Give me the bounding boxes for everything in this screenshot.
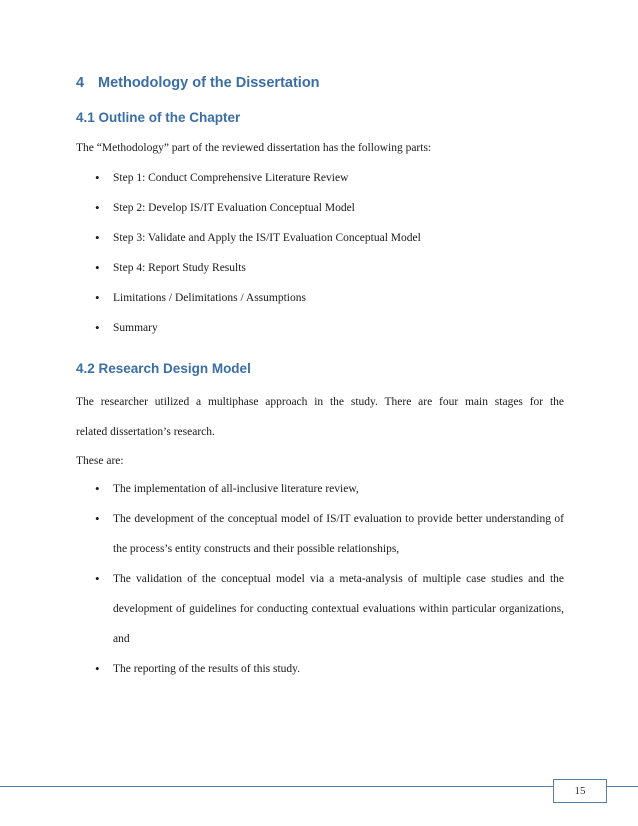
- list-item: • Step 2: Develop IS/IT Evaluation Conceptual Model: [95, 193, 564, 223]
- these-are-label: These are:: [76, 455, 124, 467]
- list-item: • Summary: [95, 313, 564, 343]
- list-item: • Limitations / Delimitations / Assumptions: [95, 283, 564, 313]
- research-para-line2: related dissertation’s research.: [76, 426, 215, 438]
- list-item: • The reporting of the results of this study.: [95, 654, 564, 684]
- list-item: • The validation of the conceptual model via a meta-analysis of multiple case studies and the development of guidelines for conducting contextual evaluations within particular organizations, and: [95, 564, 564, 654]
- list-item: • Step 1: Conduct Comprehensive Literature Review: [95, 163, 564, 193]
- list-item: • Step 4: Report Study Results: [95, 253, 564, 283]
- chapter-title: Methodology of the Dissertation: [98, 75, 320, 91]
- list-item: • Step 3: Validate and Apply the IS/IT Evaluation Conceptual Model: [95, 223, 564, 253]
- footer-divider: [0, 786, 638, 787]
- section-heading-research-design: 4.2 Research Design Model: [76, 361, 251, 376]
- outline-list: [95, 163, 564, 343]
- page-number: 15: [553, 779, 607, 803]
- list-item: • The implementation of all-inclusive literature review,: [95, 474, 564, 504]
- research-para-line1: The researcher utilized a multiphase approach in the study. There are four main stages for the: [76, 396, 564, 408]
- research-stages-list: [95, 474, 564, 684]
- chapter-heading: [76, 75, 320, 91]
- outline-intro: The “Methodology” part of the reviewed dissertation has the following parts:: [76, 142, 432, 154]
- chapter-number: 4: [76, 75, 85, 91]
- list-item: • The development of the conceptual model of IS/IT evaluation to provide better understanding of the process’s entity constructs and their possible relationships,: [95, 504, 564, 564]
- section-heading-outline: 4.1 Outline of the Chapter: [76, 110, 241, 125]
